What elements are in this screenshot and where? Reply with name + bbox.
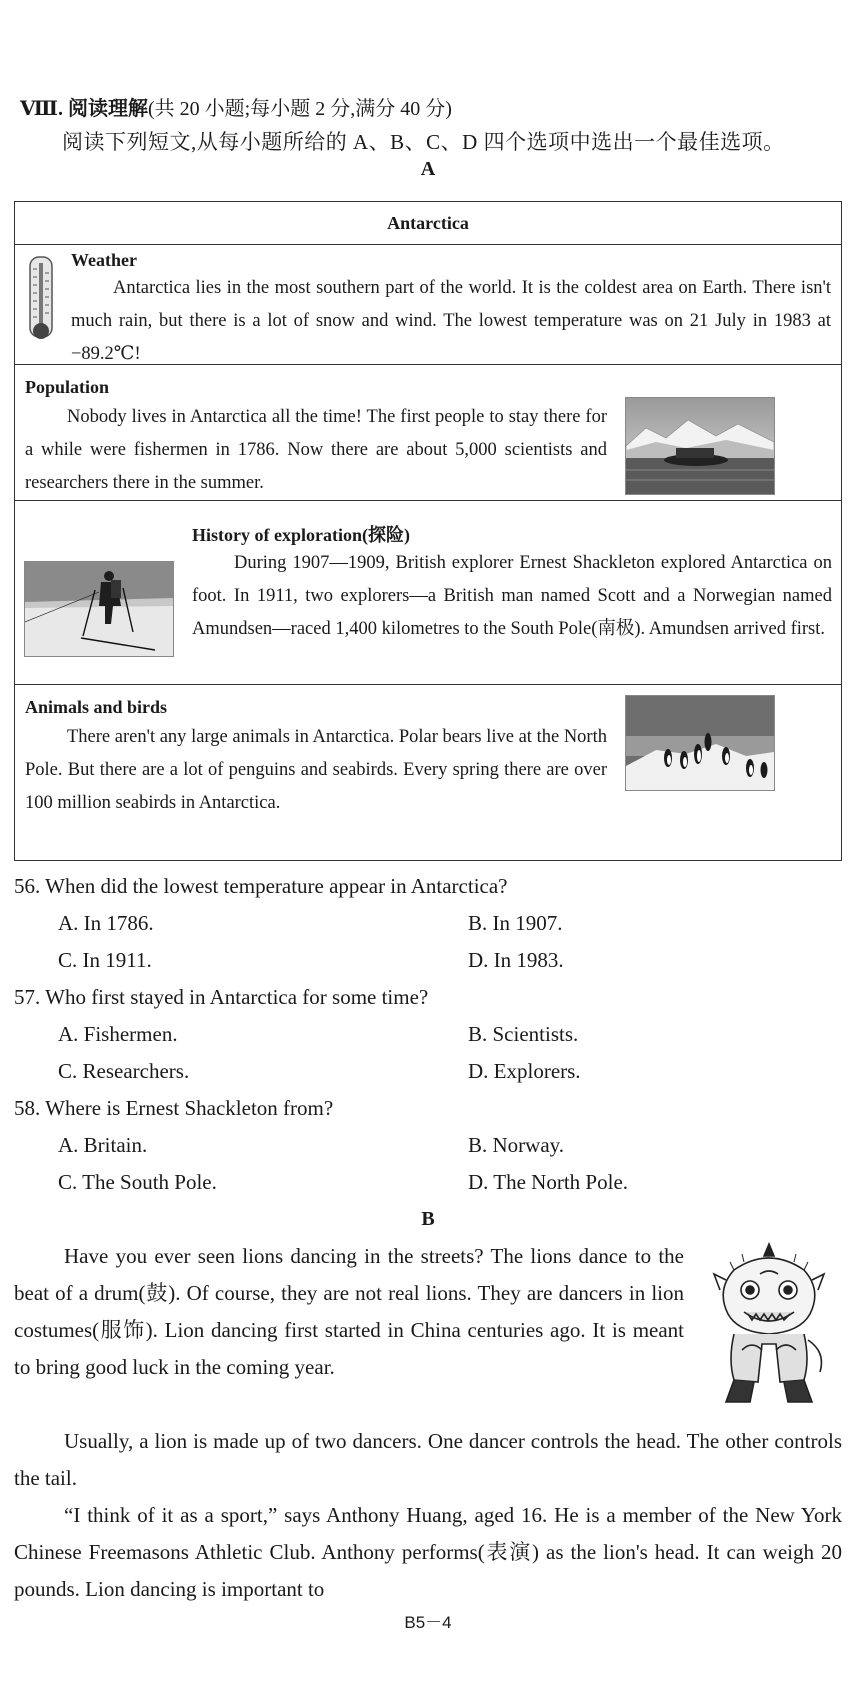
q57-option-a: A. Fishermen.: [58, 1022, 178, 1046]
page-number: B5－4: [404, 1613, 452, 1632]
question-58: 58. Where is Ernest Shackleton from?: [14, 1096, 334, 1120]
q57-option-d: D. Explorers.: [468, 1059, 581, 1083]
animals-section: [15, 684, 841, 862]
question-57: 57. Who first stayed in Antarctica for some time?: [14, 985, 429, 1009]
history-text: During 1907—1909, British explorer Ernest Shackleton explored Antarctica on foot. In 1911, two explorers—a British man named Scott and a Norwegian named Amundsen—raced 1,400 kilometres to the South Pole(南极). Amundsen arrived first.: [192, 553, 832, 639]
section-header: [20, 92, 452, 121]
animals-text: There aren't any large animals in Antarctica. Polar bears live at the North Pole. But there are a lot of penguins and seabirds. Every spring there are over 100 million seabirds in Antarctica.: [25, 727, 607, 813]
animals-heading: Animals and birds: [25, 697, 168, 717]
population-heading: Population: [25, 377, 110, 397]
passage-b-paragraph-3: “I think of it as a sport,” says Anthony Huang, aged 16. He is a member of the New York Chinese Freemasons Athletic Club. Anthony performs(表演) as the lion's head. It can weigh 20 pounds. Lion dancing is important to: [14, 1503, 842, 1601]
weather-heading: Weather: [71, 250, 137, 270]
lion-dance-illustration: [704, 1240, 834, 1410]
population-text: Nobody lives in Antarctica all the time! The first people to stay there for a while were fishermen in 1786. Now there are about 5,000 scientists and researchers there in the summer.: [25, 407, 607, 493]
q57-option-b: B. Scientists.: [468, 1022, 579, 1046]
passage-a-letter: A: [420, 158, 436, 180]
q58-option-c: C. The South Pole.: [58, 1170, 217, 1194]
q56-option-c: C. In 1911.: [58, 948, 152, 972]
passage-b-letter: B: [421, 1208, 435, 1230]
q57-option-c: C. Researchers.: [58, 1059, 190, 1083]
q58-option-b: B. Norway.: [468, 1133, 565, 1157]
weather-section: [15, 244, 841, 364]
penguins-photo: [625, 695, 775, 791]
history-heading: History of exploration(探险): [192, 525, 410, 545]
passage-a-title: Antarctica: [387, 213, 469, 233]
passage-b-paragraph-1: Have you ever seen lions dancing in the streets? The lions dance to the beat of a drum(鼓). Of course, they are not real lions. They are dancers in lion costumes(服饰). Lion dancing first started in China centuries ago. It is meant to bring good luck in the coming year.: [14, 1244, 684, 1379]
weather-text: Antarctica lies in the most southern part of the world. It is the coldest area on Earth. There isn't much rain, but there is a lot of snow and wind. The lowest temperature was on 21 July in 1983 at −89.2℃!: [71, 278, 831, 364]
q58-option-a: A. Britain.: [58, 1133, 148, 1157]
q56-option-a: A. In 1786.: [58, 911, 154, 935]
q58-option-d: D. The North Pole.: [468, 1170, 629, 1194]
q56-option-b: B. In 1907.: [468, 911, 563, 935]
q56-option-d: D. In 1983.: [468, 948, 564, 972]
instruction: 阅读下列短文,从每小题所给的 A、B、C、D 四个选项中选出一个最佳选项。: [62, 130, 785, 154]
section-note: (共 20 小题;每小题 2 分,满分 40 分): [148, 98, 452, 120]
passage-b-paragraph-2: Usually, a lion is made up of two dancers. One dancer controls the head. The other controls the tail.: [14, 1429, 842, 1490]
thermometer-icon: [27, 255, 55, 347]
question-56: 56. When did the lowest temperature appear in Antarctica?: [14, 874, 508, 898]
explorer-photo: [24, 561, 174, 657]
boat-photo: [625, 397, 775, 495]
passage-a-box: [14, 201, 842, 861]
population-section: [15, 364, 841, 500]
section-title: Ⅷ. 阅读理解: [20, 98, 148, 120]
history-section: [15, 500, 841, 684]
